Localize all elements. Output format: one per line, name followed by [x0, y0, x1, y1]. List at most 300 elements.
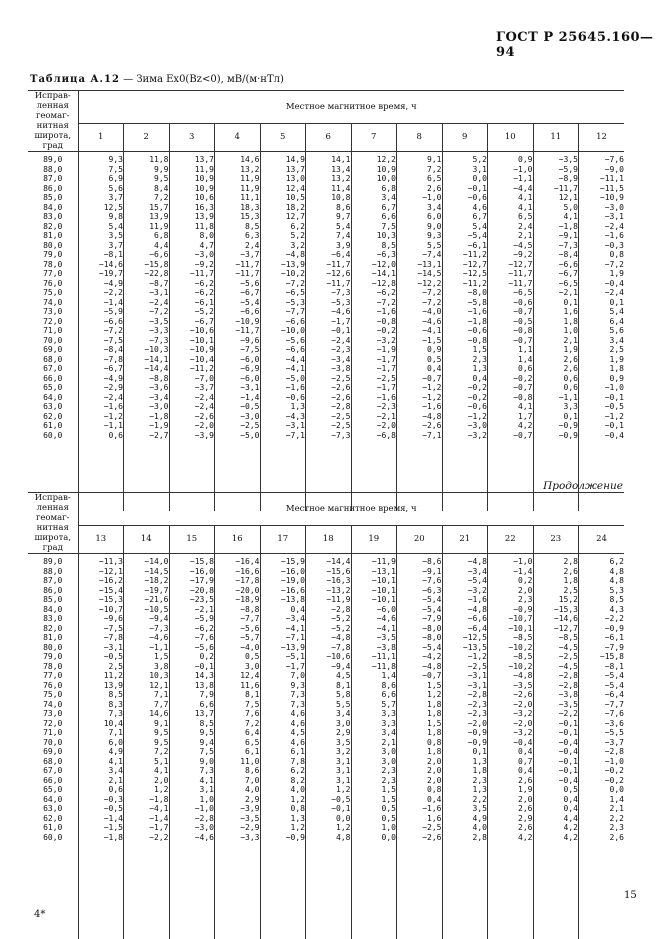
value-cell: −3,5 [488, 681, 533, 691]
value-cell: 10,9 [352, 165, 397, 175]
value-cell: −11,3 [79, 557, 124, 567]
value-cell: 0,5 [397, 355, 442, 365]
value-cell: 1,3 [443, 785, 488, 795]
value-cell: −10,6 [306, 652, 351, 662]
value-cell: −14,4 [124, 364, 169, 374]
value-cell: 9,1 [124, 719, 169, 729]
value-cell: −9,0 [579, 165, 624, 175]
value-cell: −1,4 [215, 393, 260, 403]
value-cell: −1,1 [488, 174, 533, 184]
value-cell: 12,5 [79, 203, 124, 213]
value-cell: 0,5 [352, 804, 397, 814]
value-cell: 2,1 [534, 336, 579, 346]
value-cell: 8,5 [170, 719, 215, 729]
value-cell: −11,7 [170, 269, 215, 279]
value-cell: −5,4 [443, 576, 488, 586]
value-cell: −1,2 [579, 412, 624, 422]
value-column [124, 554, 170, 939]
value-cell: 7,7 [124, 700, 169, 710]
value-cell: −1,9 [352, 345, 397, 355]
value-cell: −0,2 [443, 383, 488, 393]
latitude-cell: 88,0 [28, 567, 78, 577]
value-cell: −8,0 [397, 633, 442, 643]
value-cell: −7,3 [306, 431, 351, 441]
value-cell: −6,7 [215, 288, 260, 298]
value-cell: −6,4 [443, 624, 488, 634]
value-cell: 7,3 [79, 709, 124, 719]
value-cell: 1,5 [397, 719, 442, 729]
value-cell: 5,1 [124, 757, 169, 767]
value-cell: −20,8 [170, 586, 215, 596]
value-column [579, 152, 625, 512]
value-cell: −3,0 [170, 250, 215, 260]
value-cell: −14,0 [124, 557, 169, 567]
value-cell: 0,0 [306, 814, 351, 824]
value-cell: 6,7 [443, 212, 488, 222]
value-cell: 13,9 [170, 212, 215, 222]
value-cell: −0,8 [488, 326, 533, 336]
value-cell: 7,5 [352, 222, 397, 232]
value-cell: −9,6 [215, 336, 260, 346]
value-cell: −4,8 [443, 605, 488, 615]
value-cell: −0,5 [579, 402, 624, 412]
value-cell: −2,5 [534, 652, 579, 662]
value-cell: 3,0 [352, 747, 397, 757]
value-cell: 9,0 [170, 757, 215, 767]
value-cell: 1,0 [534, 326, 579, 336]
value-cell: −0,2 [579, 776, 624, 786]
value-cell: −4,2 [397, 652, 442, 662]
value-cell: −2,6 [397, 421, 442, 431]
value-cell: −2,8 [306, 402, 351, 412]
value-cell: 2,8 [534, 557, 579, 567]
value-cell: −5,4 [579, 681, 624, 691]
value-cell: −12,7 [534, 624, 579, 634]
hour-header: 21 [442, 525, 488, 553]
hour-header: 23 [533, 525, 579, 553]
value-cell: 12,1 [534, 193, 579, 203]
value-cell: −10,1 [488, 624, 533, 634]
value-cell: 3,5 [443, 804, 488, 814]
value-cell: −6,9 [215, 364, 260, 374]
value-cell: −0,4 [534, 747, 579, 757]
value-cell: −0,3 [79, 795, 124, 805]
value-cell: −16,2 [79, 576, 124, 586]
value-cell: 5,6 [79, 184, 124, 194]
value-cell: −7,5 [79, 624, 124, 634]
value-cell: −1,4 [124, 814, 169, 824]
value-cell: −7,2 [397, 298, 442, 308]
value-cell: −1,8 [124, 795, 169, 805]
value-cell: −0,7 [488, 336, 533, 346]
value-cell: 9,4 [170, 738, 215, 748]
value-cell: −3,1 [79, 643, 124, 653]
value-cell: −2,1 [534, 288, 579, 298]
value-cell: −3,0 [215, 412, 260, 422]
value-cell: −3,2 [443, 431, 488, 441]
value-cell: −11,2 [443, 250, 488, 260]
latitude-cell: 76,0 [28, 681, 78, 691]
value-cell: −1,4 [79, 814, 124, 824]
value-cell: −0,5 [79, 652, 124, 662]
value-cell: −8,6 [397, 557, 442, 567]
value-cell: −8,8 [215, 605, 260, 615]
value-cell: 11,1 [215, 193, 260, 203]
value-cell: 1,3 [261, 814, 306, 824]
value-cell: −5,9 [534, 165, 579, 175]
value-cell: 0,4 [261, 605, 306, 615]
value-cell: 5,2 [261, 231, 306, 241]
value-cell: −6,2 [352, 288, 397, 298]
latitude-cell: 60,0 [28, 833, 78, 843]
value-cell: −15,6 [306, 567, 351, 577]
value-cell: −7,3 [124, 624, 169, 634]
value-cell: −7,5 [79, 336, 124, 346]
value-cell: −14,5 [124, 567, 169, 577]
value-cell: −4,5 [534, 662, 579, 672]
latitude-cell: 78,0 [28, 662, 78, 672]
value-cell: 4,0 [215, 785, 260, 795]
value-cell: −3,4 [261, 614, 306, 624]
value-cell: 10,3 [352, 231, 397, 241]
value-cell: 4,1 [79, 757, 124, 767]
value-cell: −2,4 [170, 402, 215, 412]
value-cell: 7,4 [306, 231, 351, 241]
value-cell: −0,1 [534, 766, 579, 776]
value-cell: 7,2 [124, 747, 169, 757]
value-cell: 5,4 [306, 222, 351, 232]
value-cell: −8,1 [79, 250, 124, 260]
value-column [397, 554, 443, 939]
value-cell: −2,4 [579, 288, 624, 298]
value-cell: −1,7 [124, 823, 169, 833]
hour-header: 10 [488, 123, 534, 151]
value-cell: −10,9 [579, 193, 624, 203]
value-cell: 2,6 [534, 567, 579, 577]
value-cell: 3,1 [306, 757, 351, 767]
latitude-cell: 68,0 [28, 757, 78, 767]
value-cell: −7,9 [579, 643, 624, 653]
value-column [78, 152, 124, 512]
value-cell: 8,6 [306, 203, 351, 213]
latitude-cell: 80,0 [28, 241, 78, 251]
value-cell: 6,5 [488, 212, 533, 222]
value-column [215, 152, 261, 512]
latitude-cell: 79,0 [28, 250, 78, 260]
value-cell: −4,1 [352, 624, 397, 634]
value-cell: −7,1 [397, 431, 442, 441]
value-cell: −3,3 [124, 326, 169, 336]
value-cell: 3,2 [261, 241, 306, 251]
value-cell: 3,4 [579, 336, 624, 346]
value-cell: −13,2 [306, 586, 351, 596]
value-cell: −7,1 [261, 431, 306, 441]
latitude-cell: 65,0 [28, 785, 78, 795]
hour-header: 6 [306, 123, 352, 151]
value-cell: −19,0 [261, 576, 306, 586]
value-cell: −7,2 [397, 288, 442, 298]
latitude-cell: 84,0 [28, 605, 78, 615]
value-cell: −3,2 [443, 586, 488, 596]
value-cell: 13,8 [170, 681, 215, 691]
value-cell: −0,5 [215, 402, 260, 412]
value-cell: −6,5 [488, 288, 533, 298]
value-cell: −5,3 [306, 298, 351, 308]
value-cell: −6,6 [443, 614, 488, 624]
latitude-cell: 67,0 [28, 364, 78, 374]
value-cell: 4,1 [488, 203, 533, 213]
value-cell: −10,0 [261, 326, 306, 336]
value-cell: 3,4 [352, 728, 397, 738]
value-column [533, 554, 579, 939]
latitude-column [28, 554, 78, 939]
value-cell: −2,1 [170, 605, 215, 615]
hour-header: 20 [397, 525, 443, 553]
value-cell: −6,8 [352, 431, 397, 441]
value-cell: 1,9 [534, 345, 579, 355]
value-cell: −9,2 [170, 260, 215, 270]
value-column [488, 152, 534, 512]
latitude-cell: 85,0 [28, 595, 78, 605]
value-cell: −14,1 [124, 355, 169, 365]
value-cell: 4,1 [534, 212, 579, 222]
value-cell: 5,4 [579, 307, 624, 317]
value-cell: 15,2 [534, 595, 579, 605]
value-cell: −5,4 [443, 231, 488, 241]
value-cell: 11,0 [215, 757, 260, 767]
value-cell: −4,4 [261, 355, 306, 365]
latitude-cell: 74,0 [28, 298, 78, 308]
value-cell: 2,2 [443, 795, 488, 805]
value-cell: 2,9 [215, 795, 260, 805]
value-cell: −4,1 [397, 326, 442, 336]
value-cell: −1,7 [352, 355, 397, 365]
value-cell: 7,1 [124, 690, 169, 700]
value-cell: 5,4 [443, 222, 488, 232]
hour-header: 8 [397, 123, 443, 151]
value-cell: 2,0 [488, 795, 533, 805]
latitude-cell: 83,0 [28, 614, 78, 624]
latitude-cell: 82,0 [28, 624, 78, 634]
value-cell: −0,1 [306, 326, 351, 336]
value-cell: −1,0 [488, 557, 533, 567]
value-cell: 7,3 [170, 766, 215, 776]
value-cell: 9,9 [124, 165, 169, 175]
table-a12-part2 [28, 492, 624, 939]
value-cell: 8,6 [352, 681, 397, 691]
value-cell: 3,7 [79, 241, 124, 251]
page-number: 15 [624, 890, 637, 901]
latitude-cell: 63,0 [28, 402, 78, 412]
value-cell: −4,1 [261, 624, 306, 634]
value-cell: −3,4 [124, 393, 169, 403]
value-cell: −13,9 [261, 260, 306, 270]
value-cell: 0,6 [534, 374, 579, 384]
value-cell: −1,0 [397, 193, 442, 203]
value-cell: −8,1 [579, 662, 624, 672]
value-cell: 15,7 [124, 203, 169, 213]
value-cell: 12,4 [215, 671, 260, 681]
value-cell: −1,6 [397, 804, 442, 814]
value-cell: −2,0 [170, 421, 215, 431]
value-cell: −2,1 [352, 412, 397, 422]
value-cell: −1,8 [443, 317, 488, 327]
value-cell: 7,3 [261, 700, 306, 710]
value-cell: −7,7 [579, 700, 624, 710]
value-cell: −0,9 [261, 833, 306, 843]
value-cell: 0,8 [261, 804, 306, 814]
value-cell: 1,2 [261, 823, 306, 833]
value-cell: −16,6 [215, 567, 260, 577]
value-cell: 0,6 [79, 431, 124, 441]
value-cell: 0,1 [534, 298, 579, 308]
latitude-cell: 89,0 [28, 557, 78, 567]
value-cell: −11,7 [215, 260, 260, 270]
value-cell: 4,9 [79, 747, 124, 757]
value-cell: −15,3 [79, 595, 124, 605]
value-cell: −11,2 [170, 364, 215, 374]
value-cell: −5,4 [397, 643, 442, 653]
value-cell: −11,5 [579, 184, 624, 194]
value-cell: 8,0 [170, 231, 215, 241]
value-cell: 0,1 [579, 298, 624, 308]
value-cell: −4,8 [397, 412, 442, 422]
value-cell: −0,3 [579, 241, 624, 251]
latitude-cell: 77,0 [28, 671, 78, 681]
value-column [579, 554, 625, 939]
value-cell: −4,5 [534, 643, 579, 653]
value-cell: −1,6 [579, 231, 624, 241]
value-cell: 4,5 [306, 671, 351, 681]
value-cell: −0,4 [579, 431, 624, 441]
value-cell: −0,6 [261, 393, 306, 403]
value-cell: −1,6 [79, 402, 124, 412]
value-cell: −0,9 [488, 605, 533, 615]
value-cell: −2,4 [79, 393, 124, 403]
value-cell: 9,5 [124, 728, 169, 738]
value-cell: −0,5 [306, 795, 351, 805]
latitude-cell: 67,0 [28, 766, 78, 776]
value-cell: −3,6 [124, 383, 169, 393]
value-cell: 9,1 [397, 155, 442, 165]
value-cell: −2,5 [306, 421, 351, 431]
value-cell: 13,2 [306, 174, 351, 184]
value-cell: 4,1 [488, 193, 533, 203]
value-cell: 2,0 [397, 757, 442, 767]
value-cell: 11,4 [306, 184, 351, 194]
value-cell: 8,5 [579, 595, 624, 605]
value-cell: 6,8 [352, 184, 397, 194]
value-column [169, 152, 215, 512]
value-cell: 3,0 [215, 662, 260, 672]
value-cell: −1,6 [352, 307, 397, 317]
value-cell: −2,2 [79, 288, 124, 298]
hour-header-row [28, 525, 624, 553]
value-cell: −2,8 [534, 681, 579, 691]
value-cell: 4,1 [170, 776, 215, 786]
value-cell: −10,2 [488, 662, 533, 672]
value-cell: 2,1 [579, 804, 624, 814]
value-column [260, 554, 306, 939]
value-cell: −7,2 [352, 298, 397, 308]
value-cell: −5,9 [79, 307, 124, 317]
value-cell: −2,8 [579, 747, 624, 757]
value-cell: 2,9 [488, 814, 533, 824]
value-cell: −16,0 [170, 567, 215, 577]
value-cell: 18,2 [261, 203, 306, 213]
value-cell: −1,6 [261, 383, 306, 393]
value-cell: −6,4 [306, 250, 351, 260]
value-cell: 14,3 [170, 671, 215, 681]
latitude-cell: 78,0 [28, 260, 78, 270]
table-caption-text: — Зима Ex0(Bz<0), мВ/(м·нТл) [123, 74, 284, 85]
value-cell: −3,9 [170, 431, 215, 441]
value-cell: 3,0 [352, 757, 397, 767]
value-cell: 2,8 [443, 833, 488, 843]
value-cell: 0,8 [397, 785, 442, 795]
value-cell: −0,7 [488, 383, 533, 393]
value-cell: 7,2 [397, 165, 442, 175]
value-cell: 10,9 [170, 174, 215, 184]
value-column [351, 152, 397, 512]
value-cell: 4,9 [443, 814, 488, 824]
value-cell: 13,4 [306, 165, 351, 175]
value-cell: 10,8 [306, 193, 351, 203]
value-column [306, 152, 352, 512]
value-cell: −5,4 [215, 298, 260, 308]
value-cell: −11,8 [352, 662, 397, 672]
value-cell: −17,8 [215, 576, 260, 586]
value-cell: 9,5 [170, 728, 215, 738]
value-cell: 1,2 [306, 823, 351, 833]
value-cell: 0,8 [397, 738, 442, 748]
latitude-cell: 86,0 [28, 586, 78, 596]
value-cell: −3,4 [443, 567, 488, 577]
latitude-cell: 84,0 [28, 203, 78, 213]
value-cell: −5,6 [215, 624, 260, 634]
value-cell: −8,5 [488, 652, 533, 662]
value-cell: 8,1 [215, 690, 260, 700]
latitude-cell: 61,0 [28, 421, 78, 431]
value-column [78, 554, 124, 939]
value-cell: 2,5 [579, 345, 624, 355]
value-cell: −8,5 [534, 633, 579, 643]
value-cell: −2,7 [124, 431, 169, 441]
value-cell: 3,3 [534, 402, 579, 412]
value-cell: −3,5 [534, 155, 579, 165]
value-cell: −7,8 [79, 633, 124, 643]
lat-header: Исправ-ленная геомаг-нитная широта, град [28, 493, 78, 554]
value-cell: −1,4 [79, 298, 124, 308]
latitude-cell: 77,0 [28, 269, 78, 279]
value-cell: −1,0 [579, 383, 624, 393]
value-cell: 1,4 [488, 355, 533, 365]
value-cell: 5,5 [306, 700, 351, 710]
value-cell: −13,9 [261, 643, 306, 653]
value-cell: 4,6 [261, 719, 306, 729]
value-cell: 8,5 [215, 222, 260, 232]
value-cell: −4,0 [397, 307, 442, 317]
value-cell: −11,7 [306, 260, 351, 270]
value-cell: −0,6 [443, 402, 488, 412]
latitude-cell: 72,0 [28, 719, 78, 729]
value-cell: −10,2 [488, 643, 533, 653]
value-cell: 0,8 [579, 250, 624, 260]
value-cell: 6,4 [579, 317, 624, 327]
value-cell: −1,5 [79, 823, 124, 833]
value-cell: 2,3 [443, 776, 488, 786]
table-a12-part1 [28, 90, 624, 511]
